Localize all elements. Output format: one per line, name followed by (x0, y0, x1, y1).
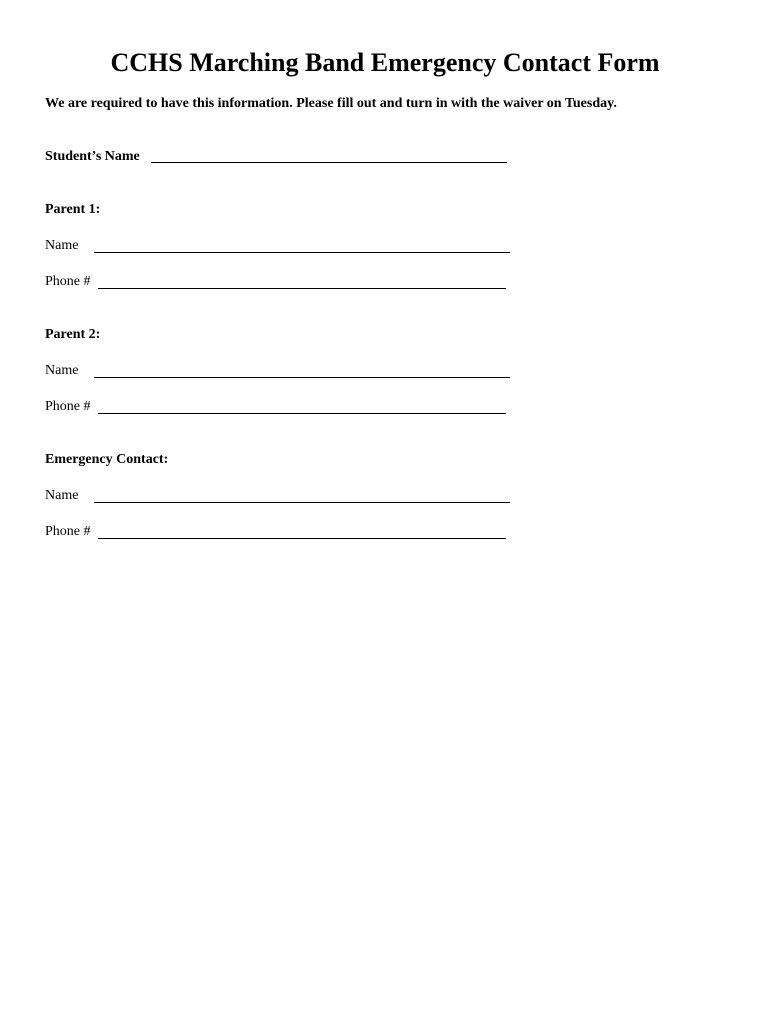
parent2-heading: Parent 2: (45, 327, 101, 342)
parent1-phone-line[interactable] (98, 288, 506, 289)
parent1-phone-label: Phone # (45, 274, 91, 289)
emergency-contact-heading: Emergency Contact: (45, 452, 169, 467)
parent2-name-line[interactable] (94, 377, 510, 378)
parent1-name-label: Name (45, 238, 79, 253)
parent2-phone-line[interactable] (98, 413, 506, 414)
emergency-phone-label: Phone # (45, 524, 91, 539)
student-name-line[interactable] (151, 162, 507, 163)
emergency-name-label: Name (45, 488, 79, 503)
parent1-heading: Parent 1: (45, 202, 101, 217)
form-instructions: We are required to have this information. Please fill out and turn in with the waiver on Tuesday. (45, 96, 617, 111)
parent1-name-line[interactable] (94, 252, 510, 253)
parent2-phone-label: Phone # (45, 399, 91, 414)
form-title: CCHS Marching Band Emergency Contact Form (110, 48, 660, 77)
parent2-name-label: Name (45, 363, 79, 378)
emergency-phone-line[interactable] (98, 538, 506, 539)
emergency-name-line[interactable] (94, 502, 510, 503)
student-name-label: Student’s Name (45, 149, 140, 164)
